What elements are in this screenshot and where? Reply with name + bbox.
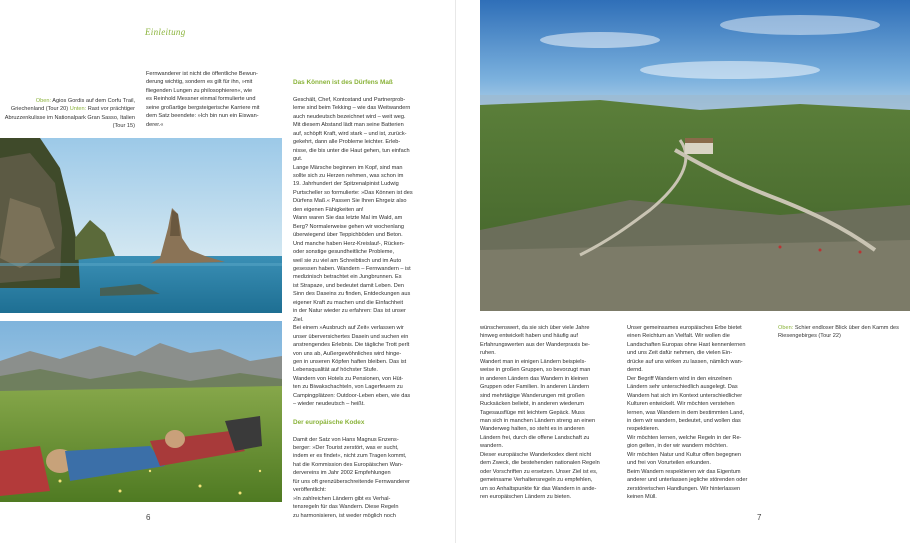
- caption-label-bottom: Unten:: [69, 106, 87, 113]
- caption-right: [778, 324, 906, 341]
- heading-koennen: Das Können ist des Dürfens Maß: [293, 79, 393, 87]
- text-column-1: Fernwanderer ist nicht die öffentliche Bewun- derung wichtig, sondern es gilt für ihn, »mit fliegenden Lungen zu philosophieren«, wie es Reinhold Messner einmal formulierte und seine großartige bergsteigerische Karriere mit dem Satz beendete: »Ich bin nun ein Eiswan- derer.«: [146, 71, 260, 128]
- photo-riesengebirge: [480, 0, 910, 311]
- caption-left: [4, 97, 135, 131]
- heading-kodex: Der europäische Kodex: [293, 419, 365, 427]
- text-column-4: Unser gemeinsames europäisches Erbe bietet einen Reichtum an Vielfalt. Wir wollen die Landschaften Europas ohne Hast kennenlernen und uns Zeit dafür nehmen, die vielen Ein- drücke auf uns wirken zu lassen, nämlich wan- dernd. Der Begriff Wandern wird in den einzelnen Ländern sehr unterschiedlich ausgelegt. Das Wandern hat sich im Kontext unterschiedlicher Kulturen entwickelt. Wir möchten verstehen lernen, was Wandern in dem bestimmten Land, in dem wir wandern, bedeutet, und wollen das respektieren. Wir möchten lernen, welche Regeln in der Re- gion gelten, in der wir wandern möchten. Wir möchten Natur und Kultur offen begegnen und frei von Vorurteilen erkunden. Beim Wandern respektieren wir das Eigentum anderer und unterlassen jegliche störenden oder zerstörerischen Handlungen. Wir hinterlassen keinen Müll.: [627, 325, 748, 501]
- caption-right-label: Oben:: [778, 325, 794, 331]
- page-number-right: 7: [757, 513, 762, 522]
- caption-right-text: Schier endloser Blick über den Kamm des Riesengebirges (Tour 22): [778, 325, 899, 340]
- col2-text-1: Geschält, Chef, Kontostand und Partnerprob- leme sind beim Tekking – wie das Weitwandern auch neudeutsch bezeichnet wird – weit weg. Mit diesem Abstand lädt man seine Batterien auf, schöpft Kraft, wird stark – und ist, zurück- gekehrt, dann alle Probleme leichter. Erleb- nisse, die bis unter die Haut gehen, tun einfach gut. Lange Märsche beginnen im Kopf, sind man sollte sich zu Herzen nehmen, was schon im 19. Jahrhundert der Spitzenalpinist Ludwig Purtscheller so formulierte: »Das Können ist des Dürfens Maß.« Passen Sie Ihren Ehrgeiz also den eigenen Fähigkeiten an! Wann waren Sie das letzte Mal im Wald, am Berg? Normalerweise gehen wir wochenlang überwiegend über Teppichböden und Beton. Und manche haben Herz-Kreislauf-, Rücken- oder sonstige gesundheitliche Probleme, weil sie zu viel am Schreibtisch und im Auto gesessen haben. Wandern – Fernwandern – ist medizinisch betrachtet ein Jungbrunnen. Es ist Strapaze, und bedeutet damit Leben. Den Sinn des Daseins zu finden, Entdeckungen aus eigener Kraft zu machen und die Einfachheit in der Natur wieder zu erfahren: Das ist unser Ziel. Bei einem »Ausbruch auf Zeit« verlassen wir unser überversichertes Dasein und suchen ein anstrengendes Erlebnis. Die tägliche Trott perlt von uns ab, Außergewöhnliches wird hinge- gen in unseren Köpfen haften bleiben. Das ist Lebensqualität auf höchster Stufe. Wandern von Hotels zu Pensionen, von Hüt- ten zu Biwakschachteln, von Lagerfeuern zu Campingplätzen: Outdoor-Leben eben, wie das – wieder neudeutsch – heißt.: [293, 96, 413, 408]
- photo-corfu-coast: [0, 138, 282, 313]
- running-header: Einleitung: [145, 27, 186, 37]
- text-column-2: [293, 70, 443, 529]
- page-gutter: [455, 0, 456, 543]
- text-column-3: wünschenswert, da sie sich über viele Jahre hinweg entwickelt haben und häufig auf Erfahrungswerten aus der Wanderpraxis be- ruhen. Wandert man in einigen Ländern beispiels- weise in großen Gruppen, so bevorzugt man in anderen Ländern das Wandern in kleinen Gruppen oder Familien. In anderen Ländern sind mehrtägige Wanderungen mit großen Rucksäcken beliebt, in anderen wiederum Tagesausflüge mit leichtem Gepäck. Muss man sich in manchen Ländern streng an einen Wanderweg halten, so steht es in anderen Ländern frei, durch die offene Landschaft zu wandern. Dieser europäische Wanderkodex dient nicht dem Zweck, die bestehenden nationalen Regeln oder Vorschriften zu ersetzen. Unser Ziel ist es, gemeinsame Verhaltensregeln zu empfehlen, um so Anhaltspunkte für das Wandern in ande- ren europäischen Ländern zu bieten.: [480, 325, 600, 501]
- caption-text-top: Agios Gordis auf dem Corfu Trail, Griechenland (Tour 20): [10, 98, 135, 113]
- page-number-left: 6: [146, 513, 151, 522]
- caption-text-bottom: Rast vor prächtiger Abruzzenkulisse im Nationalpark Gran Sasso, Italien (Tour 15): [4, 106, 135, 130]
- caption-label-top: Oben:: [35, 98, 52, 104]
- photo-hikers-gran-sasso: [0, 321, 282, 502]
- col2-text-2: Damit der Satz von Hans Magnus Enzens- berger: »Der Tourist zerstört, was er sucht, indem er es findet«, nicht zum Tragen kommt, hat die Kommission des Europäischen Wan- dervereins im Jahr 2002 Empfehlungen für uns oft grenzüberschreitende Fernwanderer veröffentlicht: »In zahlreichen Ländern gibt es Verhal- tensregeln für das Wandern. Diese Regeln zu harmonisieren, ist weder möglich noch: [293, 436, 410, 519]
